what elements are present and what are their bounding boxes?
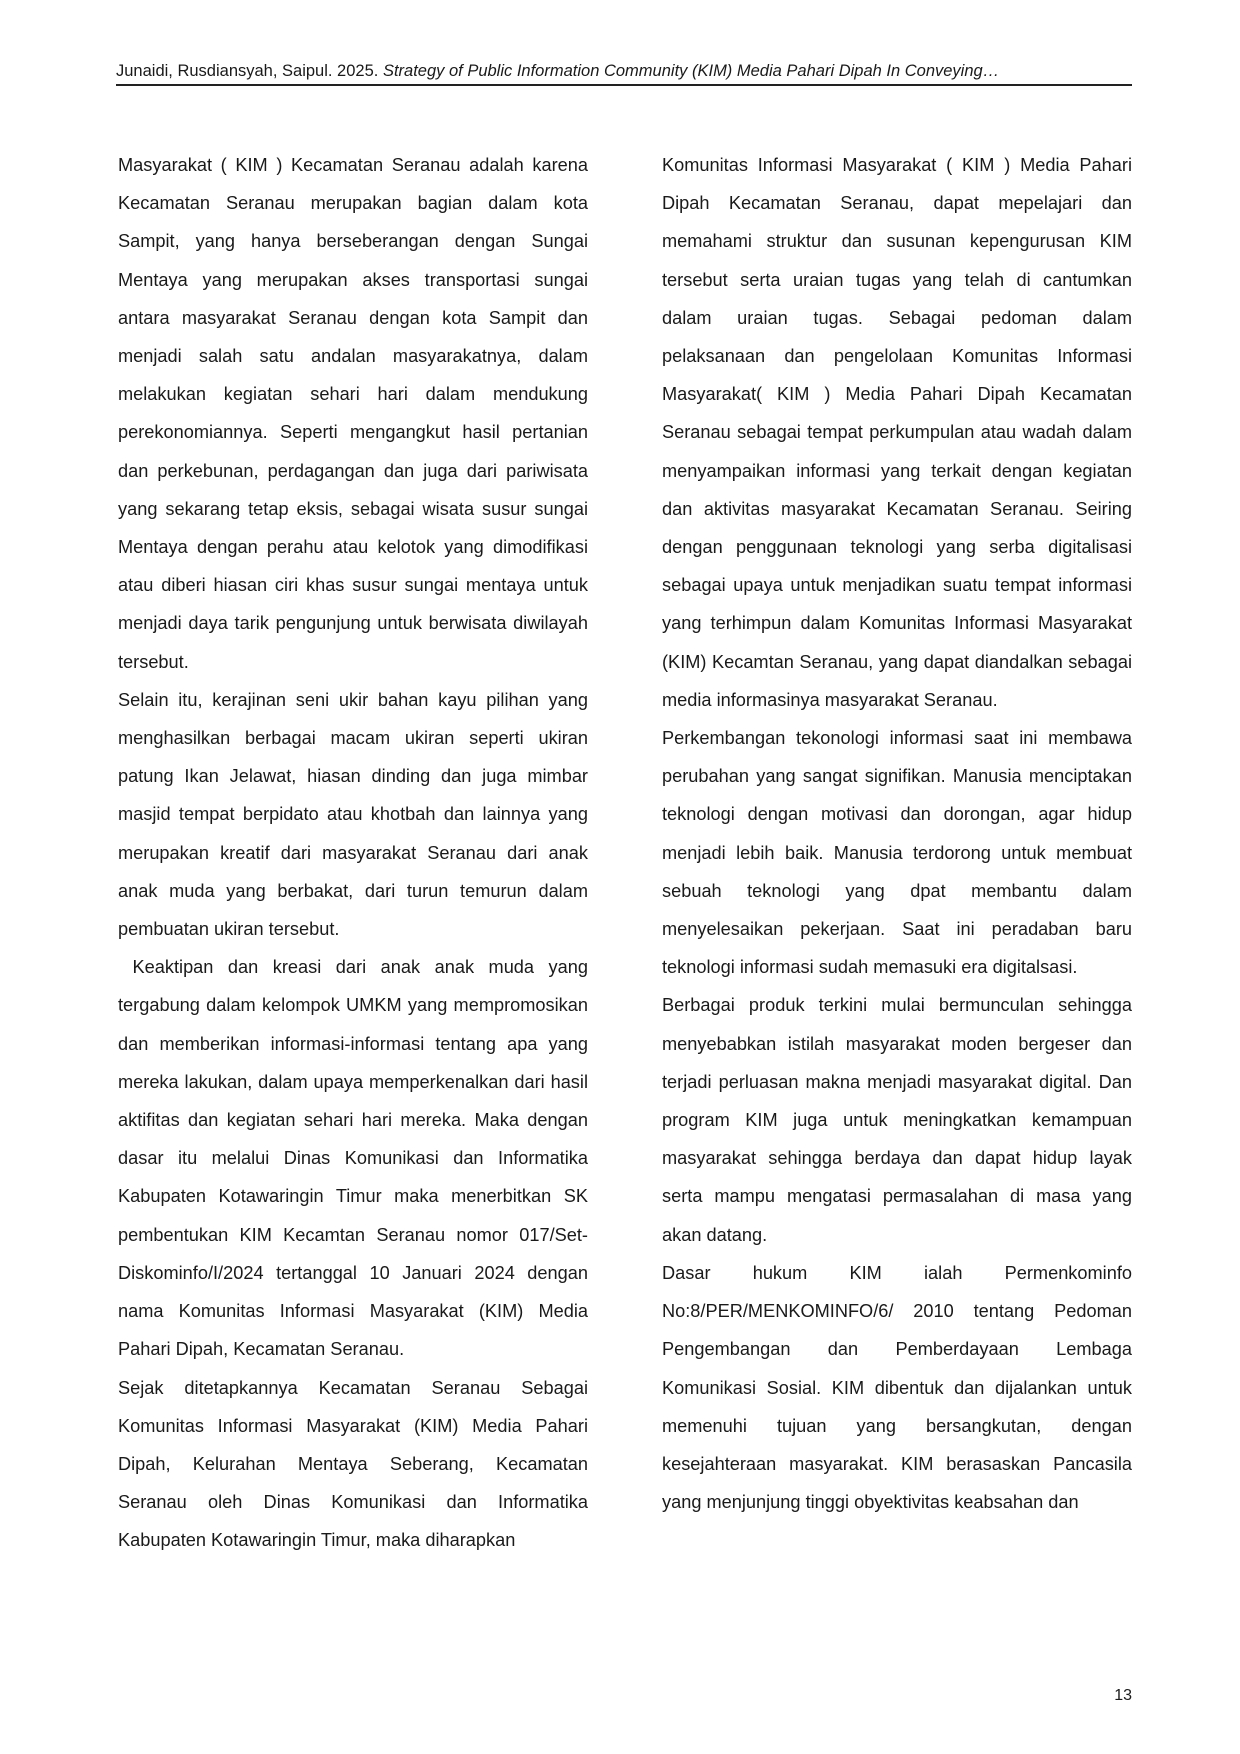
left-column	[118, 146, 594, 1560]
header-citation: Junaidi, Rusdiansyah, Saipul. 2025.	[116, 62, 379, 80]
header-title: Strategy of Public Information Community (KIM) Media Pahari Dipah In Conveying…	[382, 62, 1000, 80]
paragraph: Keaktipan dan kreasi dari anak anak muda yang tergabung dalam kelompok UMKM yang mempromosikan dan memberikan informasi-informasi tentang apa yang mereka lakukan, dalam upaya memperkenalkan dari hasil aktifitas dan kegiatan sehari hari mereka. Maka dengan dasar itu melalui Dinas Komunikasi dan Informatika Kabupaten Kotawaringin Timur maka menerbitkan SK pembentukan KIM Kecamtan Seranau nomor 017/Set-Diskominfo/I/2024 tertanggal 10 Januari 2024 dengan nama Komunitas Informasi Masyarakat (KIM) Media Pahari Dipah, Kecamatan Seranau.	[118, 957, 594, 1360]
paragraph: Komunitas Informasi Masyarakat ( KIM ) Media Pahari Dipah Kecamatan Seranau, dapat mepelajari dan memahami struktur dan susunan kepengurusan KIM tersebut serta uraian tugas yang telah di cantumkan dalam uraian tugas. Sebagai pedoman dalam pelaksanaan dan pengelolaan Komunitas Informasi Masyarakat( KIM ) Media Pahari Dipah Kecamatan Seranau sebagai tempat perkumpulan atau wadah dalam menyampaikan informasi yang terkait dengan kegiatan dan aktivitas masyarakat Kecamatan Seranau. Seiring dengan penggunaan teknologi yang serba digitalisasi sebagai upaya untuk menjadikan suatu tempat informasi yang terhimpun dalam Komunitas Informasi Masyarakat (KIM) Kecamtan Seranau, yang dapat diandalkan sebagai media informasinya masyarakat Seranau.	[662, 155, 1132, 710]
paragraph: Masyarakat ( KIM ) Kecamatan Seranau adalah karena Kecamatan Seranau merupakan bagian dalam kota Sampit, yang hanya berseberangan dengan Sungai Mentaya yang merupakan akses transportasi sungai antara masyarakat Seranau dengan kota Sampit dan menjadi salah satu andalan masyarakatnya, dalam melakukan kegiatan sehari hari dalam mendukung perekonomiannya. Seperti mengangkut hasil pertanian dan perkebunan, perdagangan dan juga dari pariwisata yang sekarang tetap eksis, sebagai wisata susur sungai Mentaya dengan perahu atau kelotok yang dimodifikasi atau diberi hiasan ciri khas susur sungai mentaya untuk menjadi daya tarik pengunjung untuk berwisata diwilayah tersebut.	[118, 155, 588, 672]
running-header	[116, 58, 1132, 86]
paragraph: Dasar hukum KIM ialah Permenkominfo No:8/PER/MENKOMINFO/6/ 2010 tentang Pedoman Pengembangan dan Pemberdayaan Lembaga Komunikasi Sosial. KIM dibentuk dan dijalankan untuk memenuhi tujuan yang bersangkutan, dengan kesejahteraan masyarakat. KIM berasaskan Pancasila yang menjunjung tinggi obyektivitas keabsahan dan	[662, 1262, 1132, 1513]
paragraph: Perkembangan tekonologi informasi saat ini membawa perubahan yang sangat signifikan. Manusia menciptakan teknologi dengan motivasi dan dorongan, agar hidup menjadi lebih baik. Manusia terdorong untuk membuat sebuah teknologi yang dpat membantu dalam menyelesaikan pekerjaan. Saat ini peradaban baru teknologi informasi sudah memasuki era digitalsasi.	[662, 728, 1132, 978]
paragraph: Selain itu, kerajinan seni ukir bahan kayu pilihan yang menghasilkan berbagai macam ukiran seperti ukiran patung Ikan Jelawat, hiasan dinding dan juga mimbar masjid tempat berpidato atau khotbah dan lainnya yang merupakan kreatif dari masyarakat Seranau dari anak anak muda yang berbakat, dari turun temurun dalam pembuatan ukiran tersebut.	[118, 689, 588, 940]
paragraph: Sejak ditetapkannya Kecamatan Seranau Sebagai Komunitas Informasi Masyarakat (KIM) Media Pahari Dipah, Kelurahan Mentaya Seberang, Kecamatan Seranau oleh Dinas Komunikasi dan Informatika Kabupaten Kotawaringin Timur, maka diharapkan	[118, 1377, 588, 1551]
right-column	[662, 146, 1132, 1521]
paragraph: Berbagai produk terkini mulai bermunculan sehingga menyebabkan istilah masyarakat moden bergeser dan terjadi perluasan makna menjadi masyarakat digital. Dan program KIM juga untuk meningkatkan kemampuan masyarakat sehingga berdaya dan dapat hidup layak serta mampu mengatasi permasalahan di masa yang akan datang.	[662, 995, 1132, 1245]
page-number: 13	[1114, 1687, 1132, 1704]
